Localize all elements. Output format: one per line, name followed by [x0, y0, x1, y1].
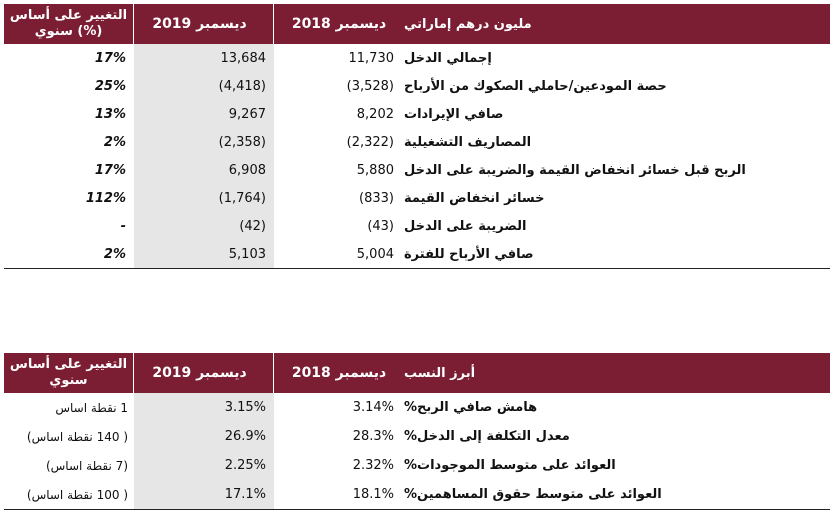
- row-label: حصة المودعين/حاملي الصكوك من الأرباح: [404, 78, 667, 94]
- dec-2018-value: 5,004: [356, 246, 394, 262]
- dec-2019-value: 6,908: [134, 156, 274, 184]
- change-value: 17%: [94, 162, 126, 178]
- table-row: [4, 128, 830, 156]
- row-label: المصاريف التشغيلية: [404, 134, 532, 150]
- table-row: [4, 422, 830, 451]
- table-row: [4, 72, 830, 100]
- row-label: صافي الإيرادات: [404, 106, 504, 122]
- row-label: صافي الأرباح للفترة: [404, 246, 534, 262]
- change-value: 17%: [94, 50, 126, 66]
- change-value: -: [120, 218, 126, 234]
- table-row: [4, 480, 830, 510]
- dec-2018-value: 2.32%: [352, 458, 394, 473]
- table-row: [4, 184, 830, 212]
- header-dec-2019: ديسمبر 2019: [134, 4, 274, 44]
- change-value: 112%: [85, 190, 126, 206]
- dec-2018-value: 8,202: [356, 106, 394, 122]
- dec-2018-value: 11,730: [348, 50, 394, 66]
- dec-2019-value: (4,418): [134, 72, 274, 100]
- change-value: 13%: [94, 106, 126, 122]
- header-dec-2018: ديسمبر 2018: [291, 16, 387, 32]
- change-value: ( 100 نقطة اساس): [26, 487, 128, 502]
- header-dec-2019: ديسمبر 2019: [134, 353, 274, 393]
- change-value: 25%: [94, 78, 126, 94]
- table-row: [4, 240, 830, 269]
- dec-2019-value: 9,267: [134, 100, 274, 128]
- change-value: 1 نقطة اساس: [55, 400, 128, 415]
- dec-2018-value: 5,880: [356, 162, 394, 178]
- table-row: [4, 451, 830, 480]
- dec-2019-value: 3.15%: [134, 393, 274, 422]
- ratios-table: [4, 353, 830, 510]
- dec-2019-value: (1,764): [134, 184, 274, 212]
- row-label: الضريبة على الدخل: [404, 218, 527, 234]
- row-label: العوائد على متوسط حقوق المساهمين%: [404, 487, 662, 502]
- row-label: معدل التكلفة إلى الدخل%: [404, 429, 570, 444]
- row-label: هامش صافي الربح%: [404, 400, 538, 415]
- dec-2019-value: 17.1%: [134, 480, 274, 509]
- dec-2019-value: (2,358): [134, 128, 274, 156]
- header-change: التغيير على أساس سنوي (%): [4, 4, 134, 44]
- change-value: 2%: [103, 246, 126, 262]
- dec-2019-value: 2.25%: [134, 451, 274, 480]
- header-dec-2018: ديسمبر 2018: [291, 365, 387, 381]
- dec-2018-value: 28.3%: [352, 429, 394, 444]
- table-row: [4, 393, 830, 422]
- table-row: [4, 44, 830, 72]
- dec-2018-value: 3.14%: [352, 400, 394, 415]
- row-label: خسائر انخفاض القيمة: [404, 190, 545, 206]
- dec-2019-value: 13,684: [134, 44, 274, 72]
- row-label: الربح قبل خسائر انخفاض القيمة والضريبة على الدخل: [404, 162, 746, 178]
- header-label: مليون درهم إماراتي: [404, 16, 532, 32]
- dec-2018-value: 18.1%: [352, 487, 394, 502]
- dec-2019-value: 26.9%: [134, 422, 274, 451]
- table-row: [4, 212, 830, 240]
- header-label: أبرز النسب: [404, 365, 476, 381]
- dec-2018-value: (43): [367, 218, 394, 234]
- dec-2019-value: 5,103: [134, 240, 274, 268]
- change-value: ( 140 نقطة اساس): [26, 429, 128, 444]
- income-table-header: [4, 4, 830, 44]
- row-label: العوائد على متوسط الموجودات%: [404, 458, 616, 473]
- dec-2018-value: (3,528): [346, 78, 394, 94]
- dec-2018-value: (2,322): [346, 134, 394, 150]
- dec-2019-value: (42): [134, 212, 274, 240]
- table-row: [4, 156, 830, 184]
- change-value: (7 نقطة اساس): [45, 458, 128, 473]
- table-row: [4, 100, 830, 128]
- income-table: [4, 4, 830, 269]
- change-value: 2%: [103, 134, 126, 150]
- header-change: التغيير على أساس سنوي: [4, 353, 134, 393]
- dec-2018-value: (833): [359, 190, 394, 206]
- ratios-table-header: [4, 353, 830, 393]
- row-label: إجمالي الدخل: [404, 50, 492, 66]
